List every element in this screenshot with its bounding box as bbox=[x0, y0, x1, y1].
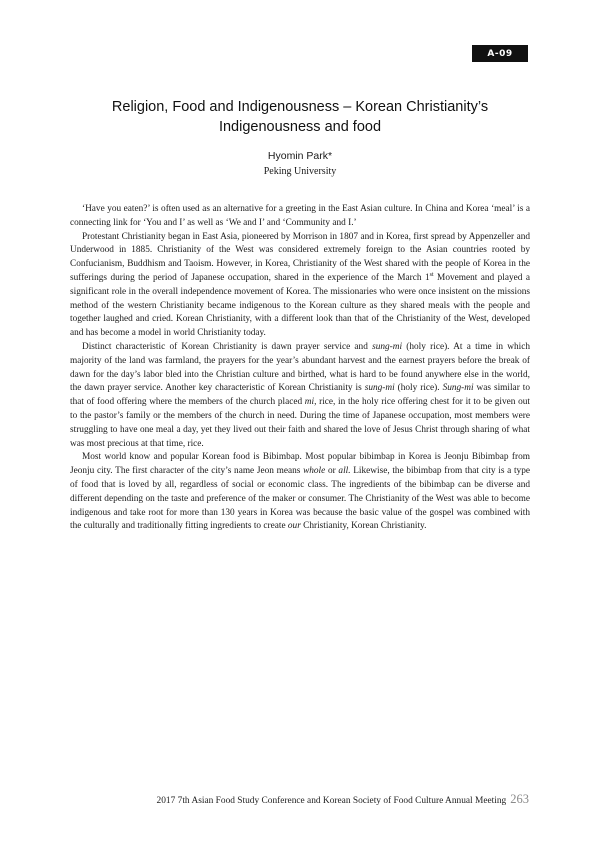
author-affiliation: Peking University bbox=[263, 166, 337, 177]
page-footer bbox=[0, 791, 529, 809]
author-name: Hyomin Park* bbox=[267, 150, 333, 162]
paragraph-1: ‘Have you eaten?’ is often used as an alternative for a greeting in the East Asian culture. In China and Korea ‘meal’ is a connecting link for ‘You and I’ as well as ‘We and I’ and ‘Community and I.’ bbox=[70, 204, 530, 228]
page-number: 263 bbox=[510, 792, 529, 806]
paragraph-3: Distinct characteristic of Korean Christianity is dawn prayer service and sung-mi (holy rice). At a time in which majority of the land was farmland, the prayers for the year’s abundant harvest and the earnest prayers before the break of dawn for the day’s labor bled into the Christian culture and birthed, what is hard to be found anywhere else in the world, the dawn prayer service. Another key characteristic of Korean Christianity is sung-mi (holy rice). Sung-mi was similar to that of food offering where the members of the church placed mi, rice, in the holy rice offering chest for it to be given out to the pastor’s family or the members of the church in need. During the time of Japanese occupation, most members were struggling to have one meal a day, yet they lived out their faith and shared the love of Jesus Christ through sharing of what was most precious at that time, rice. bbox=[70, 341, 531, 449]
paper-title bbox=[60, 97, 540, 137]
title-line-1: Religion, Food and Indigenousness – Korean Christianity’s bbox=[111, 99, 489, 115]
paragraph-4: Most world know and popular Korean food is Bibimbap. Most popular bibimbap in Korea is Jeonju Bibimbap from Jeonju city. The first character of the city’s name Jeon means whole or all. Likewise, the bibimbap from that city is a type of food that is loved by all, regardless of social or economic class. The ingredients of the bibimbap can be diverse and different depending on the taste and preference of the maker or consumer. The Christianity of the West was able to become indigenous and take root for more than 130 years in Korea was because the basic value of the gospel was combined with the culturally and traditionally fitting ingredients to create our Christianity, Korean Christianity. bbox=[70, 452, 530, 532]
section-badge: A-09 bbox=[472, 45, 528, 62]
abstract-body bbox=[70, 203, 530, 534]
paragraph-2: Protestant Christianity began in East Asia, pioneered by Morrison in 1807 and in Korea, first spread by Appenzeller and Underwood in 1885. Christianity of the West was considered extremely foreign to the Asian countries rooted by Confucianism, Buddhism and Taoism. However, in Korea, Christianity of the West shared with the people of Korea in the sufferings during the period of Japanese occupation, shared in the experience of the March 1st Movement and played a significant role in the overall independence movement of Korea. The missionaries who were once insistent on the missions method of the western Christianity became indigenous to the Korean culture as they shared meals with the people and together laughed and cried. Korean Christianity, with a different look than that of the Christianity of the West, developed and has become a model in world Christianity today. bbox=[70, 231, 530, 339]
conference-name: 2017 7th Asian Food Study Conference and Korean Society of Food Culture Annual Meeting bbox=[156, 796, 507, 806]
title-line-2: Indigenousness and food bbox=[218, 119, 382, 135]
